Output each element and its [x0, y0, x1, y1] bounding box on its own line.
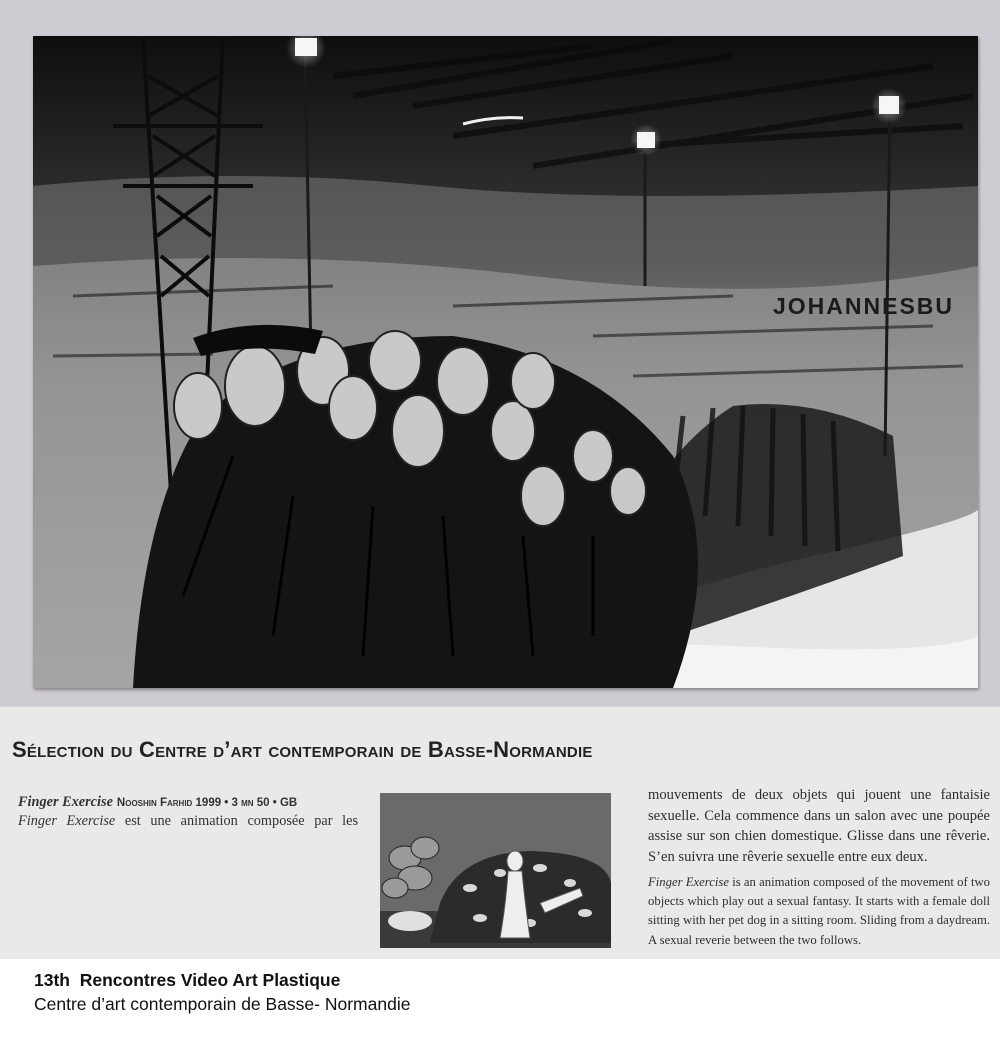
video-still-image — [380, 793, 611, 948]
charcoal-drawing-image — [33, 36, 978, 688]
caption-event-title: 13th Rencontres Video Art Plastique — [34, 970, 341, 990]
entry-credit-line — [18, 793, 358, 812]
entry-english-title: Finger Exercise — [648, 875, 729, 889]
entry-title: Finger Exercise — [18, 794, 113, 810]
entry-french-lead-text: est une animation composée par les — [115, 813, 359, 829]
entry-english-body: is an animation composed of the movement of two objects which play out a sexual fantasy. It starts with a female doll sitting with her pet dog in a sitting room. Sliding from a daydream. A sexual reverie between the two follows. — [648, 875, 990, 947]
artwork-inscription: JOHANNESBU — [773, 293, 955, 319]
entry-meta: Nooshin Farhid 1999 • 3 mn 50 • GB — [116, 797, 298, 809]
article-right-column — [648, 785, 990, 950]
entry-french-text: mouvements de deux objets qui jouent une fantaisie sexuelle. Cela commence dans un salon avec une poupée assise sur son chien domestique. Glisse dans une rêverie. S’en suivra une rêverie sexuelle entre eux deux. — [648, 787, 990, 865]
article-headline: Sélection du Centre d’art contemporain de Basse-Normandie — [12, 737, 593, 762]
entry-english-text — [648, 873, 990, 950]
catalogue-cover-artwork — [33, 36, 978, 688]
entry-french-lead — [18, 812, 358, 830]
article-left-column — [18, 793, 358, 830]
entry-french-lead-title: Finger Exercise — [18, 813, 116, 829]
press-clipping — [0, 706, 1000, 959]
caption-venue: Centre d’art contemporain de Basse- Normandie — [34, 994, 411, 1014]
page-caption — [34, 968, 974, 1016]
